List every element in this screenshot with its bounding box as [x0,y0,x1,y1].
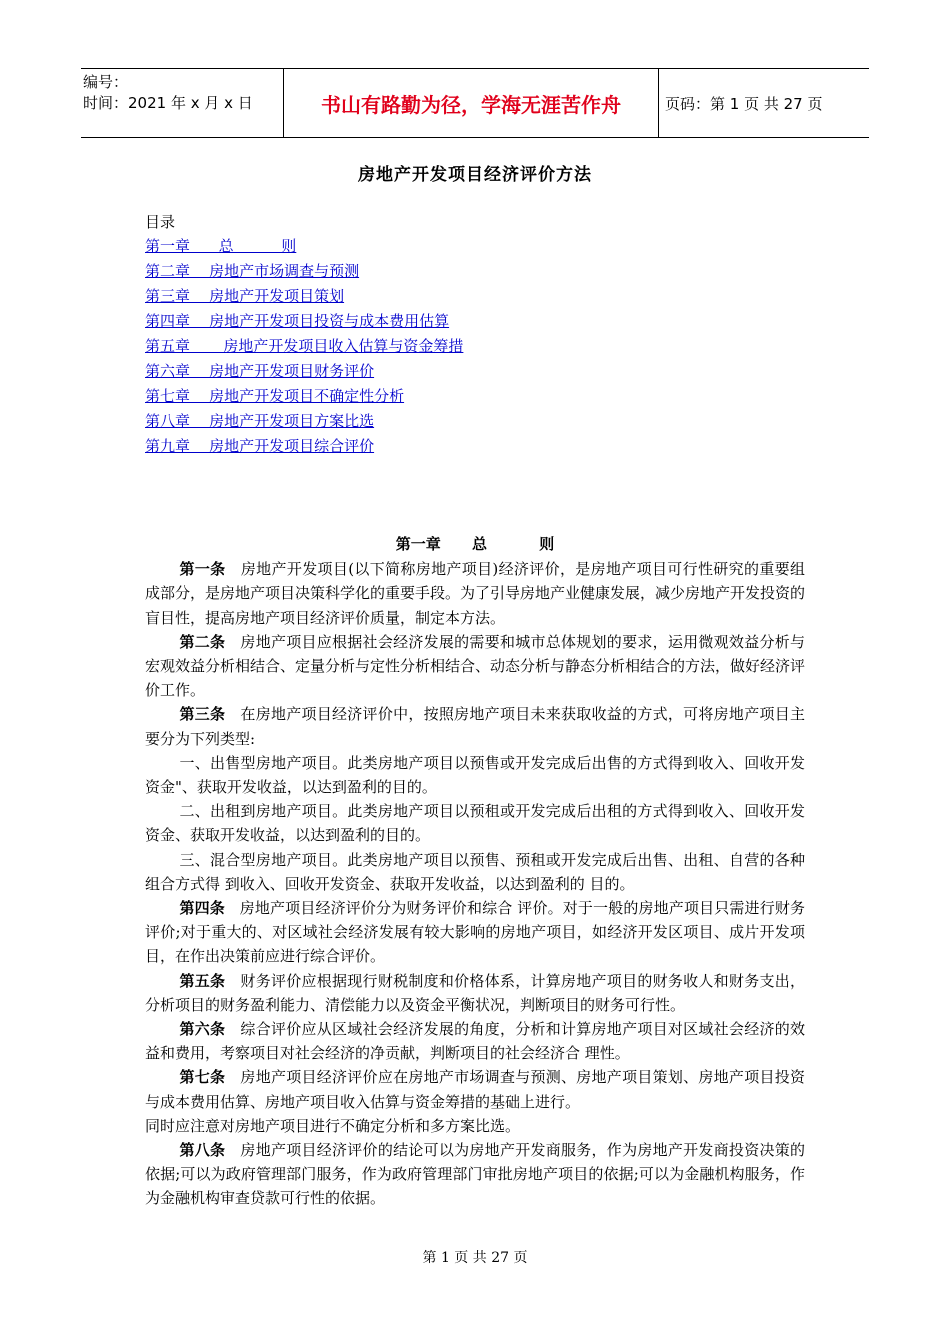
toc-item[interactable] [145,259,463,284]
article-label: 第一条 [179,560,226,579]
article-label: 第四条 [179,899,225,918]
article-text: 房地产项目经济评价分为财务评价和综合 评价。对于一般的房地产项目只需进行财务评价;对于重大的、对区域社会经济发展有较大影响的房地产项目，如经济开发区项目、成片开发项目，在作出决策前应进行综合评价。 [145,899,805,966]
header-meta [81,69,281,137]
article-5 [145,969,805,1017]
article-label: 第七条 [179,1068,226,1087]
article-2 [145,630,805,703]
article-text: 房地产项目经济评价的结论可以为房地产开发商服务，作为房地产开发商投资决策的依据;可以为政府管理部门服务，作为政府管理部门审批房地产项目的依据;可以为金融机构服务，作为金融机构审查贷款可行性的依据。 [145,1141,805,1208]
article-text: 财务评价应根据现行财税制度和价格体系，计算房地产项目的财务收人和财务支出，分析项目的财务盈利能力、清偿能力以及资金平衡状况，判断项目的财务可行性。 [145,971,805,1014]
article-text: 房地产开发项目(以下简称房地产项目)经济评价，是房地产项目可行性研究的重要组成部分，是房地产项目决策科学化的重要手段。为了引导房地产业健康发展，减少房地产开发投资的盲目性，提高房地产项目经济评价质量，制定本方法。 [145,560,806,627]
toc-item[interactable] [145,409,463,434]
chapter-heading: 第一章 总 则 [395,535,555,553]
article-text: 在房地产项目经济评价中，按照房地产项目未来获取收益的方式，可将房地产项目主要分为下列类型: [145,705,805,748]
toc-link-chapter-1[interactable]: 第一章 总 则 [145,237,297,255]
article-4 [145,896,805,969]
article-3 [145,702,805,750]
table-of-contents [145,234,463,459]
article-1 [145,557,805,630]
article-7-continuation: 同时应注意对房地产项目进行不确定分析和多方案比选。 [145,1116,521,1135]
project-type-2: 二、出租到房地产项目。此类房地产项目以预租或开发完成后出租的方式得到收入、回收开发资金、获取开发收益，以达到盈利的目的。 [145,802,805,845]
toc-link-chapter-2[interactable]: 第二章 房地产市场调查与预测 [145,262,360,280]
time-label: 时间：2021 年 x 月 x 日 [83,94,253,112]
article-label: 第二条 [179,632,226,651]
page-info: 页码：第 1 页 共 27 页 [665,94,823,113]
article-text: 房地产项目经济评价应在房地产市场调查与预测、房地产项目策划、房地产项目投资与成本费用估算、房地产项目收入估算与资金筹措的基础上进行。 [145,1068,805,1111]
toc-item[interactable] [145,334,463,359]
toc-item[interactable] [145,234,463,259]
toc-item[interactable] [145,434,463,459]
project-type-3: 三、混合型房地产项目。此类房地产项目以预售、预租或开发完成后出售、出租、自营的各种组合方式得 到收入、回收开发资金、获取开发收益，以达到盈利的 目的。 [145,850,805,893]
toc-link-chapter-8[interactable]: 第八章 房地产开发项目方案比选 [145,412,375,430]
article-label: 第六条 [179,1020,226,1039]
article-label: 第八条 [179,1141,226,1160]
document-title: 房地产开发项目经济评价方法 [358,165,592,185]
toc-link-chapter-5[interactable]: 第五章 房地产开发项目收入估算与资金筹措 [145,337,464,355]
project-type-1: 一、出售型房地产项目。此类房地产项目以预售或开发完成后出售的方式得到收入、回收开发资金"、获取开发收益，以达到盈利的目的。 [145,753,805,797]
article-text: 综合评价应从区域社会经济发展的角度，分析和计算房地产项目对区域社会经济的效益和费用，考察项目对社会经济的净贡献，判断项目的社会经济合 理性。 [145,1020,805,1063]
article-7 [145,1065,805,1113]
toc-link-chapter-7[interactable]: 第七章 房地产开发项目不确定性分析 [145,387,405,405]
toc-item[interactable] [145,384,463,409]
number-label: 编号： [83,73,129,91]
toc-label: 目录 [145,213,176,231]
motto: 书山有路勤为径，学海无涯苦作舟 [283,69,659,137]
toc-link-chapter-3[interactable]: 第三章 房地产开发项目策划 [145,287,345,305]
chapter-1-body [145,532,805,1211]
article-8 [145,1138,805,1211]
page-header [81,68,869,138]
article-text: 房地产项目应根据社会经济发展的需要和城市总体规划的要求，运用微观效益分析与宏观效益分析相结合、定量分析与定性分析相结合、动态分析与静态分析相结合的方法，做好经济评价工作。 [145,632,806,700]
article-label: 第五条 [179,971,226,990]
toc-link-chapter-6[interactable]: 第六章 房地产开发项目财务评价 [145,362,375,380]
toc-item[interactable] [145,284,463,309]
toc-item[interactable] [145,309,463,334]
page-footer: 第 1 页 共 27 页 [422,1250,528,1266]
article-label: 第三条 [179,705,226,724]
toc-link-chapter-4[interactable]: 第四章 房地产开发项目投资与成本费用估算 [145,312,450,330]
toc-link-chapter-9[interactable]: 第九章 房地产开发项目综合评价 [145,437,375,455]
toc-item[interactable] [145,359,463,384]
article-6 [145,1017,805,1065]
